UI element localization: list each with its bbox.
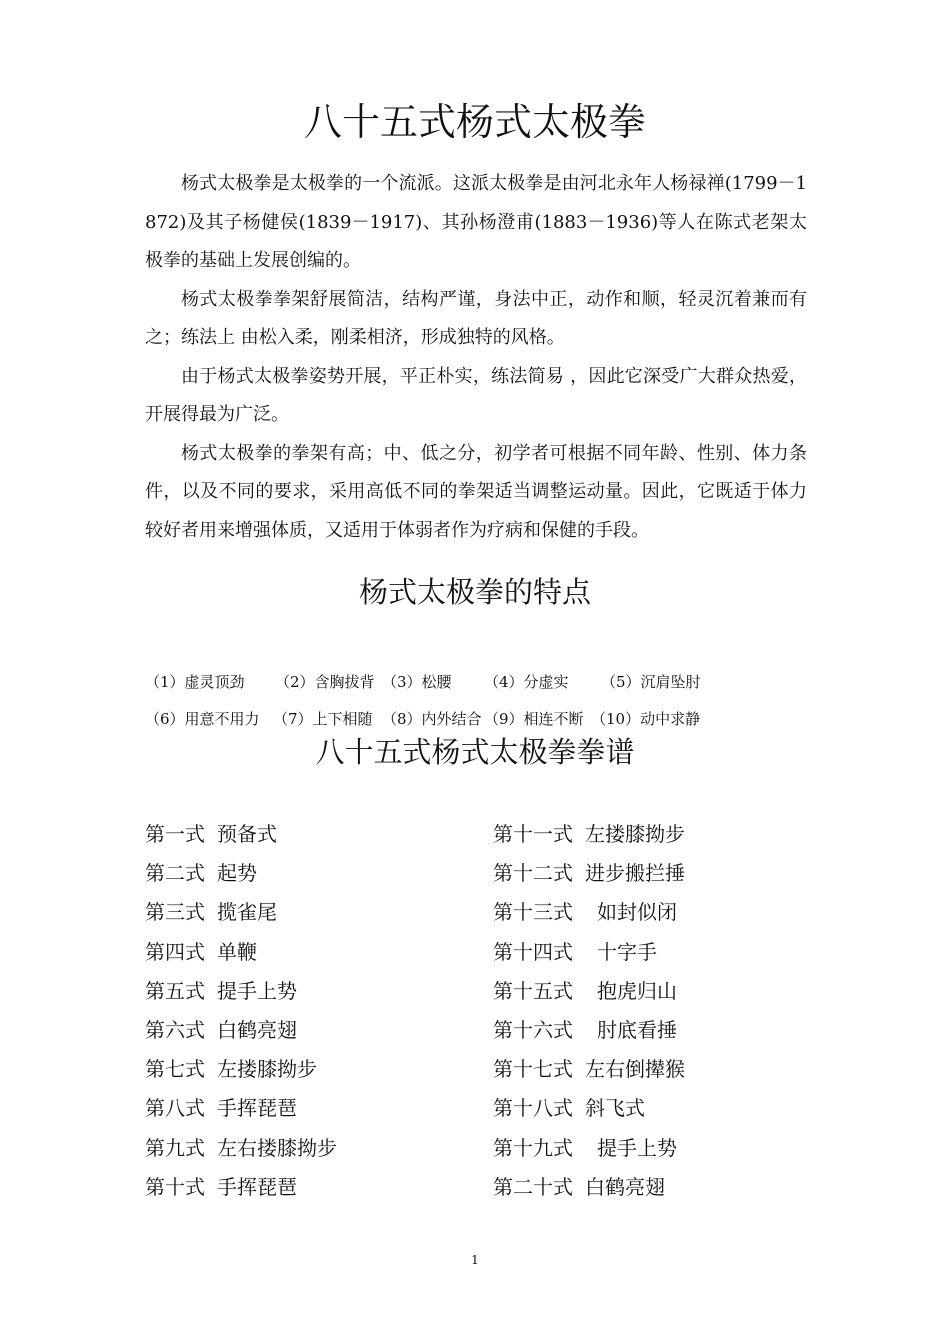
move-item	[493, 854, 823, 893]
move-name: 白鹤亮翅	[585, 1174, 665, 1199]
move-name: 十字手	[597, 939, 657, 964]
move-number: 第六式	[145, 1017, 205, 1042]
move-item	[493, 933, 823, 972]
moves-column-right	[493, 815, 823, 1207]
move-number: 第四式	[145, 939, 205, 964]
move-number: 第十二式	[493, 861, 573, 886]
feature-item: （2）含胸拔背	[275, 673, 375, 691]
move-number: 第一式	[145, 822, 205, 846]
move-number: 第十式	[145, 1174, 205, 1199]
move-item	[493, 1129, 823, 1168]
move-number: 第十三式	[493, 900, 573, 925]
feature-item: （9）相连不断	[484, 710, 584, 728]
feature-item: （6）用意不用力	[145, 710, 260, 728]
move-number: 第十六式	[493, 1017, 573, 1042]
move-number: 第十四式	[493, 939, 573, 964]
move-number: 第三式	[145, 900, 205, 925]
move-name: 预备式	[217, 822, 277, 846]
move-item	[145, 972, 475, 1011]
moves-column-left	[145, 815, 475, 1207]
move-number: 第九式	[145, 1135, 205, 1160]
feature-item: （5）沉肩坠肘	[601, 673, 701, 691]
intro-paragraph: 杨式太极拳的拳架有高；中、低之分，初学者可根据不同年龄、性别、体力条件，以及不同的要求，采用高低不同的拳架适当调整运动量。因此，它既适于体力较好者用来增强体质，又适用于体弱者作为疗病和保健的手段。	[145, 442, 807, 541]
features-row-1	[145, 671, 825, 693]
feature-item: （3）松腰	[382, 673, 452, 691]
move-number: 第十七式	[493, 1057, 573, 1082]
move-item	[493, 972, 823, 1011]
move-name: 白鹤亮翅	[217, 1017, 297, 1042]
move-number: 第十九式	[493, 1135, 573, 1160]
move-name: 起势	[217, 861, 257, 886]
move-item	[145, 1089, 475, 1128]
move-number: 第二式	[145, 861, 205, 886]
move-name: 提手上势	[217, 978, 297, 1003]
move-item	[145, 893, 475, 932]
move-item	[493, 1050, 823, 1089]
move-name: 如封似闭	[597, 900, 677, 925]
move-item	[145, 933, 475, 972]
intro-section	[145, 165, 807, 550]
move-item	[145, 1129, 475, 1168]
move-name: 手挥琵琶	[217, 1174, 297, 1199]
move-item	[145, 1168, 475, 1207]
move-number: 第十一式	[493, 822, 573, 846]
move-name: 手挥琵琶	[217, 1096, 297, 1121]
feature-item: （1）虚灵顶劲	[145, 673, 245, 691]
move-item	[493, 1011, 823, 1050]
feature-item: （10）动中求静	[591, 710, 701, 728]
move-item	[493, 815, 823, 854]
move-name: 进步搬拦捶	[585, 861, 685, 886]
move-name: 肘底看捶	[597, 1017, 677, 1042]
move-number: 第十五式	[493, 978, 573, 1003]
page-number: 1	[471, 1253, 479, 1267]
move-number: 第八式	[145, 1096, 205, 1121]
manual-heading: 八十五式杨式太极拳拳谱	[315, 735, 635, 769]
move-number: 第七式	[145, 1057, 205, 1082]
move-name: 斜飞式	[585, 1096, 645, 1121]
move-number: 第十八式	[493, 1096, 573, 1121]
move-number: 第五式	[145, 978, 205, 1003]
feature-item: （4）分虚实	[484, 673, 569, 691]
features-row-2	[145, 708, 825, 730]
move-name: 提手上势	[597, 1135, 677, 1160]
move-name: 左搂膝拗步	[217, 1057, 317, 1082]
move-name: 抱虎归山	[597, 978, 677, 1003]
move-name: 单鞭	[217, 939, 257, 964]
move-item	[145, 1011, 475, 1050]
intro-paragraph: 由于杨式太极拳姿势开展，平正朴实，练法简易 ，因此它深受广大群众热爱，开展得最为广泛。	[145, 365, 807, 425]
move-number: 第二十式	[493, 1174, 573, 1199]
features-heading: 杨式太极拳的特点	[358, 575, 591, 609]
move-item	[145, 854, 475, 893]
feature-item: （8）内外结合	[382, 710, 482, 728]
move-item	[145, 815, 475, 854]
move-name: 左右倒撵猴	[585, 1057, 685, 1082]
move-item	[493, 893, 823, 932]
intro-paragraph: 杨式太极拳是太极拳的一个流派。这派太极拳是由河北永年人杨禄禅(1799－1872)及其子杨健侯(1839－1917)、其孙杨澄甫(1883－1936)等人在陈式老架太极拳的基础上发展创编的。	[145, 173, 807, 271]
move-name: 左右搂膝拗步	[217, 1135, 337, 1160]
document-title: 八十五式杨式太极拳	[303, 100, 646, 144]
move-item	[145, 1050, 475, 1089]
move-item	[493, 1089, 823, 1128]
feature-item: （7）上下相随	[273, 710, 373, 728]
move-name: 揽雀尾	[217, 900, 277, 925]
move-item	[493, 1168, 823, 1207]
intro-paragraph: 杨式太极拳拳架舒展简洁，结构严谨，身法中正，动作和顺，轻灵沉着兼而有之；练法上 由松入柔，刚柔相济，形成独特的风格。	[145, 288, 807, 348]
move-name: 左搂膝拗步	[585, 822, 685, 846]
